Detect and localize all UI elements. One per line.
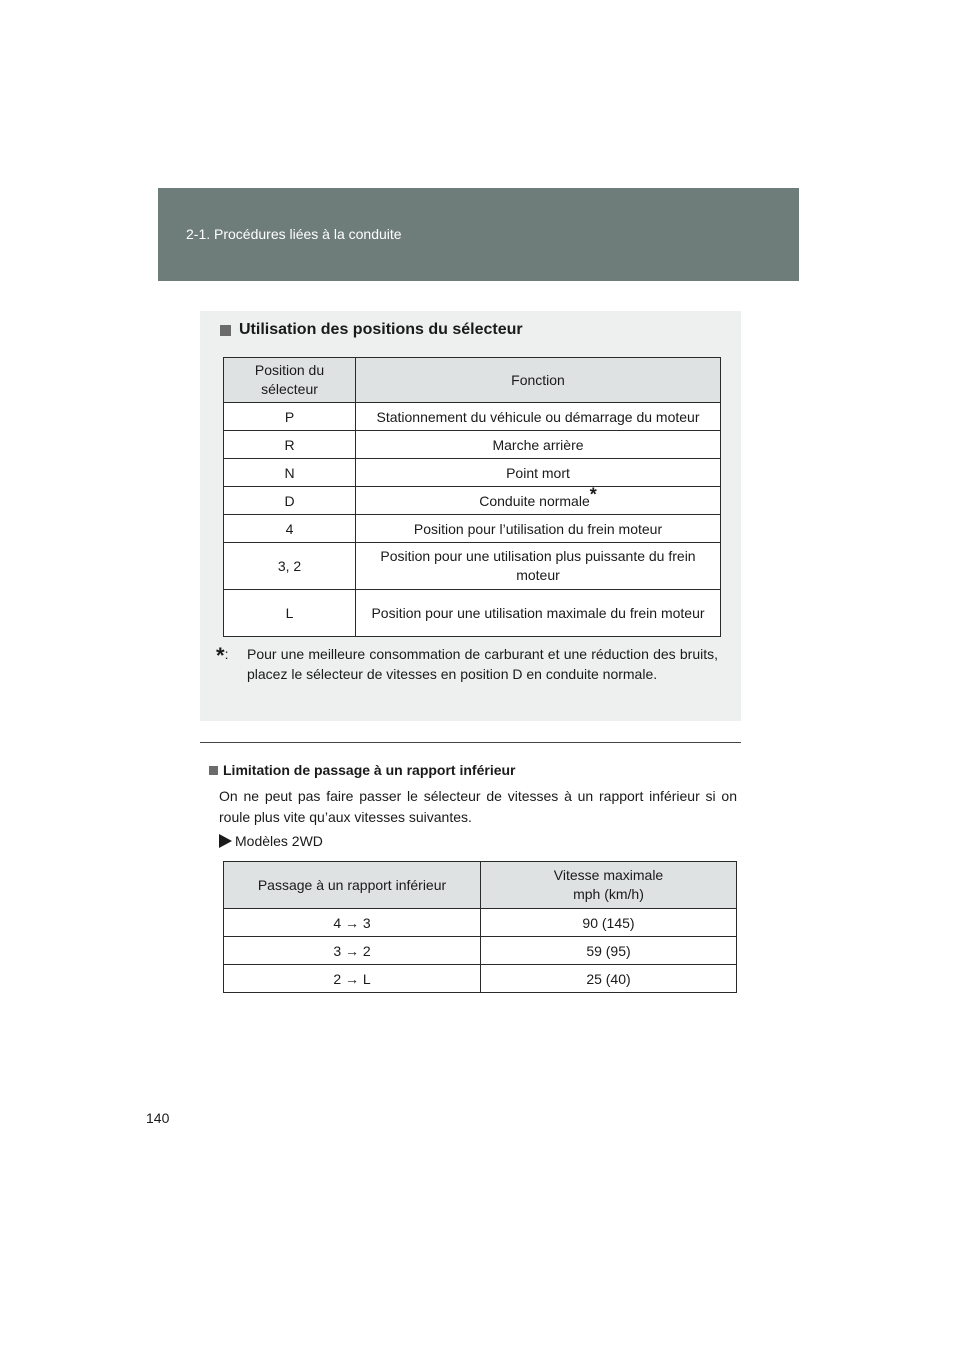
cell-position: R bbox=[224, 431, 356, 459]
selector-heading bbox=[220, 321, 523, 339]
cell-function: Position pour une utilisation maximale du frein moteur bbox=[356, 590, 721, 637]
cell-function-text: Conduite normale bbox=[479, 492, 590, 509]
column-header-speed bbox=[481, 862, 737, 909]
section-divider bbox=[200, 742, 741, 743]
cell-speed: 90 (145) bbox=[481, 909, 737, 937]
cell-function bbox=[356, 483, 721, 515]
models-label bbox=[219, 833, 323, 849]
footnote-asterisk: * bbox=[216, 643, 225, 668]
cell-function: Marche arrière bbox=[356, 431, 721, 459]
downshift-table bbox=[223, 861, 737, 993]
table-header-row bbox=[224, 358, 721, 403]
cell-function: Position pour une utilisation plus puissante du frein moteur bbox=[356, 543, 721, 590]
cell-position: L bbox=[224, 590, 356, 637]
selector-info-box bbox=[200, 311, 741, 721]
selector-heading-text: Utilisation des positions du sélecteur bbox=[239, 321, 523, 338]
table-row bbox=[224, 965, 737, 993]
cell-function: Position pour l’utilisation du frein moteur bbox=[356, 515, 721, 543]
column-header-function: Fonction bbox=[356, 358, 721, 403]
footnote-text: Pour une meilleure consommation de carburant et une réduction des bruits, placez le sélecteur de vitesses en position D en conduite normale. bbox=[247, 646, 718, 682]
cell-function: Stationnement du véhicule ou démarrage du moteur bbox=[356, 403, 721, 431]
footnote-marker: * bbox=[589, 483, 597, 504]
footnote-label bbox=[216, 645, 247, 684]
table-row bbox=[224, 515, 721, 543]
square-bullet-icon bbox=[220, 325, 231, 336]
column-header-speed-line2: mph (km/h) bbox=[573, 886, 644, 902]
table-header-row bbox=[224, 862, 737, 909]
downshift-heading-text: Limitation de passage à un rapport inférieur bbox=[223, 762, 516, 778]
column-header-shift: Passage à un rapport inférieur bbox=[224, 862, 481, 909]
footnote-separator: : bbox=[224, 646, 229, 662]
cell-shift: 3 → 2 bbox=[224, 937, 481, 965]
cell-function: Point mort bbox=[356, 459, 721, 487]
cell-shift: 2 → L bbox=[224, 965, 481, 993]
table-row bbox=[224, 937, 737, 965]
table-row bbox=[224, 590, 721, 637]
cell-position: 4 bbox=[224, 515, 356, 543]
header-bar bbox=[158, 188, 799, 281]
downshift-paragraph: On ne peut pas faire passer le sélecteur de vitesses à un rapport inférieur si on roule plus vite qu’aux vitesses suivantes. bbox=[219, 788, 737, 825]
cell-speed: 25 (40) bbox=[481, 965, 737, 993]
cell-position: N bbox=[224, 459, 356, 487]
footnote bbox=[216, 645, 718, 684]
triangle-pointer-icon bbox=[219, 834, 232, 848]
cell-position: D bbox=[224, 487, 356, 515]
table-row bbox=[224, 431, 721, 459]
table-row bbox=[224, 403, 721, 431]
table-row bbox=[224, 543, 721, 590]
selector-table bbox=[223, 357, 721, 637]
cell-speed: 59 (95) bbox=[481, 937, 737, 965]
section-title: 2-1. Procédures liées à la conduite bbox=[186, 226, 402, 242]
square-bullet-icon bbox=[209, 766, 218, 775]
table-row bbox=[224, 909, 737, 937]
column-header-speed-line1: Vitesse maximale bbox=[553, 867, 664, 883]
cell-shift: 4 → 3 bbox=[224, 909, 481, 937]
downshift-heading bbox=[209, 762, 516, 778]
cell-position: 3, 2 bbox=[224, 543, 356, 590]
models-label-text: Modèles 2WD bbox=[235, 833, 323, 849]
column-header-position: Position du sélecteur bbox=[224, 358, 356, 403]
cell-position: P bbox=[224, 403, 356, 431]
table-row bbox=[224, 459, 721, 487]
page-number: 140 bbox=[146, 1110, 170, 1126]
table-row bbox=[224, 487, 721, 515]
